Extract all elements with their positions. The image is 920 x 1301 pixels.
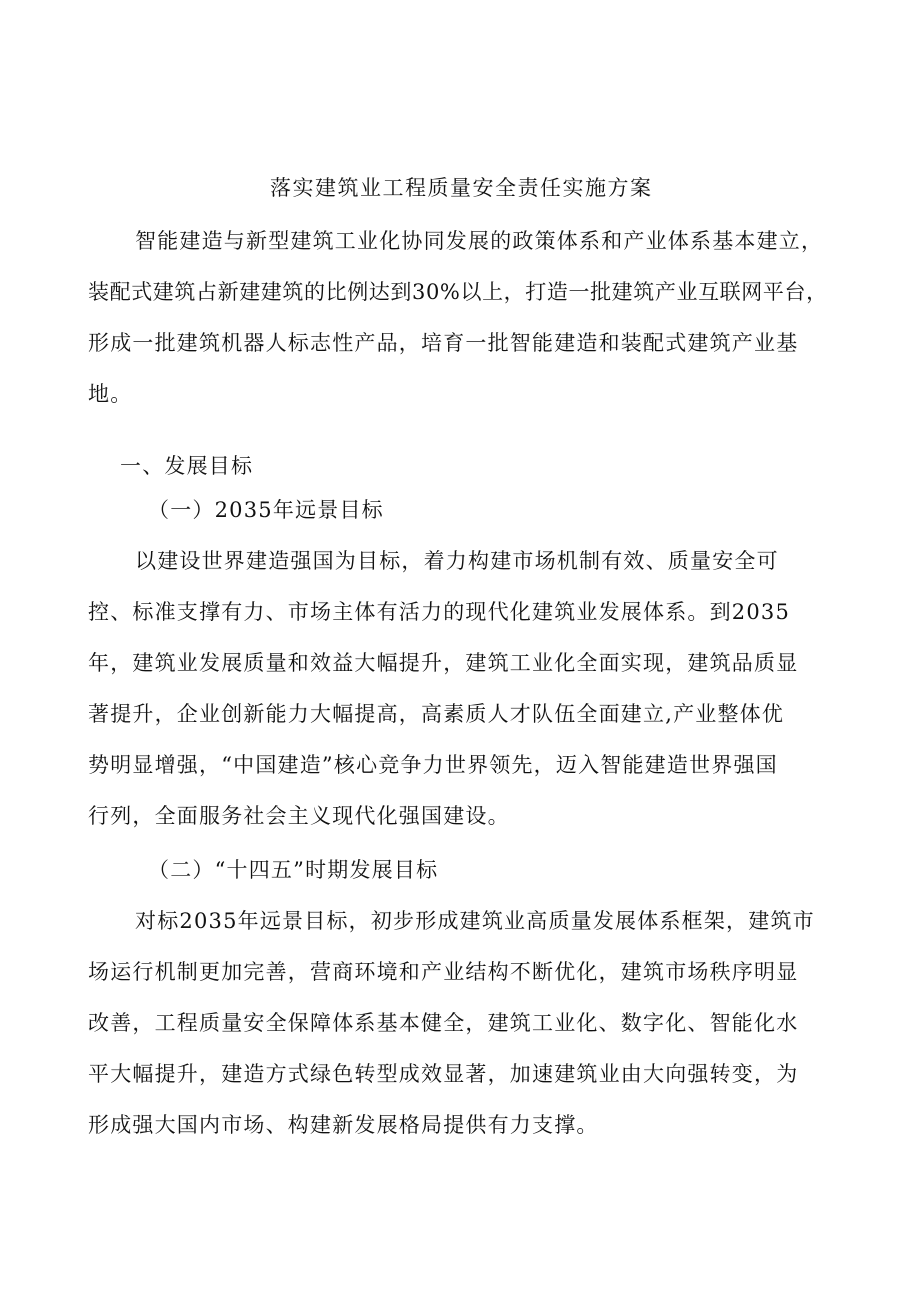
paragraph-line: 地。	[88, 382, 133, 406]
paragraph-line: 对标2035年远景目标，初步形成建筑业高质量发展体系框架，建筑市	[135, 909, 815, 933]
section-heading: 一、发展目标	[120, 454, 254, 478]
paragraph-line: 行列，全面服务社会主义现代化强国建设。	[88, 804, 510, 828]
paragraph-line: 著提升，企业创新能力大幅提高，高素质人才队伍全面建立,产业整体优	[88, 702, 785, 726]
paragraph-line: 形成一批建筑机器人标志性产品，培育一批智能建造和装配式建筑产业基	[88, 331, 799, 355]
subsection-heading: （一）2035年远景目标	[148, 498, 384, 522]
paragraph-line: 场运行机制更加完善，营商环境和产业结构不断优化，建筑市场秩序明显	[88, 960, 799, 984]
paragraph-line: 装配式建筑占新建建筑的比例达到30%以上，打造一批建筑产业互联网平台，	[88, 280, 828, 304]
paragraph-line: 改善，工程质量安全保障体系基本健全，建筑工业化、数字化、智能化水	[88, 1011, 799, 1035]
paragraph-line: 智能建造与新型建筑工业化协同发展的政策体系和产业体系基本建立，	[135, 229, 824, 253]
paragraph-line: 势明显增强，“中国建造”核心竞争力世界领先，迈入智能建造世界强国	[88, 753, 778, 777]
paragraph-line: 平大幅提升，建造方式绿色转型成效显著，加速建筑业由大向强转变，为	[88, 1062, 799, 1086]
paragraph-line: 年，建筑业发展质量和效益大幅提升，建筑工业化全面实现，建筑品质显	[88, 651, 799, 675]
subsection-heading: （二）“十四五”时期发展目标	[148, 858, 439, 882]
paragraph-line: 控、标准支撑有力、市场主体有活力的现代化建筑业发展体系。到2035	[88, 600, 791, 624]
paragraph-line: 形成强大国内市场、构建新发展格局提供有力支撑。	[88, 1113, 599, 1137]
paragraph-line: 以建设世界建造强国为目标，着力构建市场机制有效、质量安全可	[135, 549, 779, 573]
document-title: 落实建筑业工程质量安全责任实施方案	[270, 176, 653, 200]
